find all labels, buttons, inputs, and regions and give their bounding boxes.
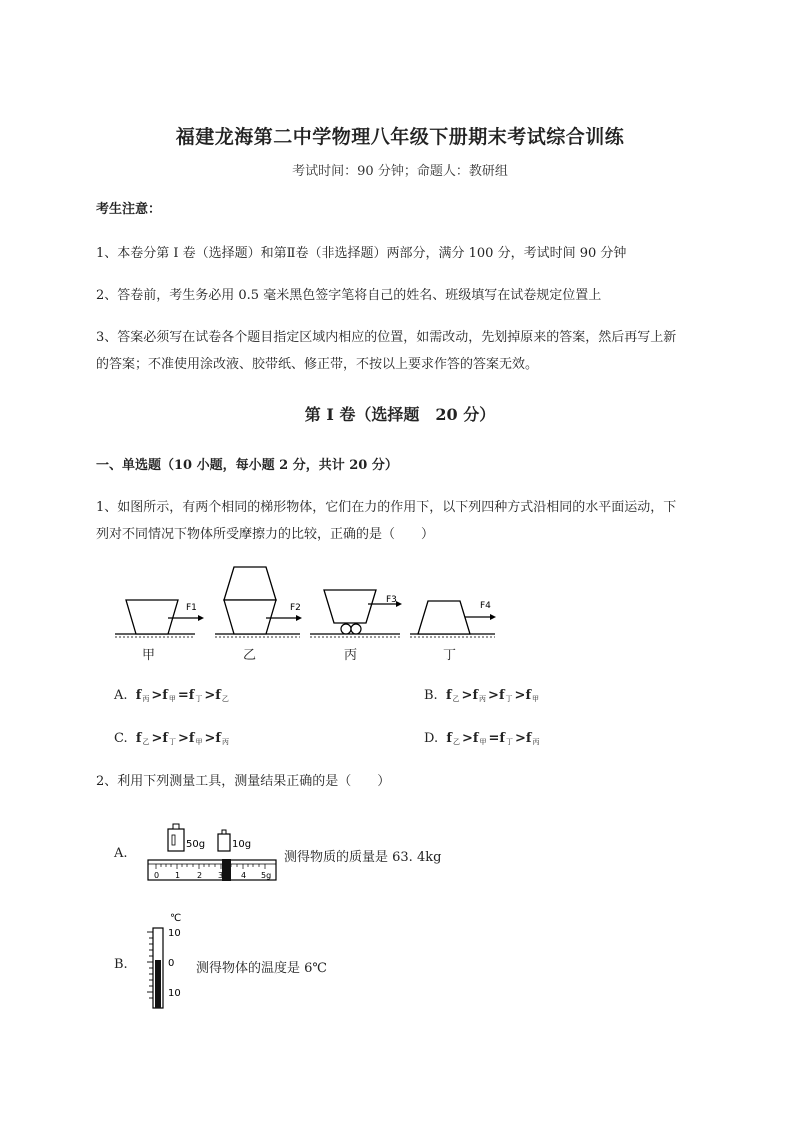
notice-heading: 考生注意： (96, 202, 162, 217)
q1-option-a[interactable]: A. $f_丙 >f_甲 =f_丁 >f_乙$ (114, 688, 229, 703)
thermometer-figure (140, 910, 200, 1010)
label-ding: 丁 (443, 648, 457, 663)
force-f1: F1 (186, 603, 197, 613)
svg-text:10: 10 (168, 988, 181, 999)
svg-text:1: 1 (175, 871, 181, 880)
notice-item-3: 3、答案必须写在试卷各个题目指定区域内相应的位置，如需改动，先划掉原来的答案，然后再写上新 (96, 330, 677, 345)
balance-scale-figure (146, 820, 280, 882)
q2-stem: 2、利用下列测量工具，测量结果正确的是（ ） (96, 774, 391, 789)
q2-option-a-text: 测得物质的质量是 63. 4kg (284, 850, 442, 865)
weight-10g-label: 10g (232, 839, 252, 850)
thermometer-unit: ℃ (170, 913, 182, 924)
figure-ding (410, 601, 496, 637)
svg-text:0: 0 (154, 871, 160, 880)
exam-subtitle: 考试时间：90 分钟；命题人：教研组 (292, 164, 508, 179)
notice-item-1: 1、本卷分第 I 卷（选择题）和第Ⅱ卷（非选择题）两部分，满分 100 分，考试时间 90 分钟 (96, 246, 627, 261)
notice-item-2: 2、答卷前，考生务必用 0.5 毫米黑色签字笔将自己的姓名、班级填写在试卷规定位置上 (96, 288, 602, 303)
svg-text:4: 4 (241, 871, 247, 880)
figure-yi (215, 567, 302, 637)
q1-option-b[interactable]: B. $f_乙 >f_丙 >f_丁 >f_甲$ (424, 688, 540, 703)
svg-text:10: 10 (168, 928, 181, 939)
section-title: 第 I 卷（选择题 20 分） (304, 405, 496, 424)
svg-text:3: 3 (218, 871, 224, 880)
label-jia: 甲 (142, 648, 156, 663)
q2-option-a-letter[interactable]: A. (114, 846, 128, 861)
q1-option-d[interactable]: D. $f_乙 >f_甲 =f_丁 >f_丙$ (424, 731, 540, 746)
q1-stem-line2: 列对不同情况下物体所受摩擦力的比较，正确的是（ ） (96, 527, 435, 542)
exam-title: 福建龙海第二中学物理八年级下册期末考试综合训练 (175, 126, 625, 148)
force-f2: F2 (290, 603, 301, 613)
weight-50g-label: 50g (186, 839, 206, 850)
q2-option-b-letter[interactable]: B. (114, 957, 128, 972)
force-f4: F4 (480, 601, 491, 611)
part-heading: 一、单选题（10 小题，每小题 2 分，共计 20 分） (96, 458, 398, 473)
label-yi: 乙 (243, 648, 257, 663)
svg-text:0: 0 (168, 958, 175, 969)
figure-bing (310, 590, 402, 637)
label-bing: 丙 (344, 648, 358, 663)
q2-option-b-text: 测得物体的温度是 6℃ (196, 961, 327, 976)
q1-stem-line1: 1、如图所示，有两个相同的梯形物体，它们在力的作用下，以下列四种方式沿相同的水平面运动，下 (96, 500, 677, 515)
figure-jia (115, 600, 204, 637)
notice-item-3-cont: 的答案；不准使用涂改液、胶带纸、修正带，不按以上要求作答的答案无效。 (96, 357, 539, 372)
force-f3: F3 (386, 595, 397, 605)
svg-text:5g: 5g (261, 871, 272, 880)
q1-option-c[interactable]: C. $f_乙 >f_丁 >f_甲 >f_丙$ (114, 731, 229, 746)
svg-text:2: 2 (197, 871, 203, 880)
